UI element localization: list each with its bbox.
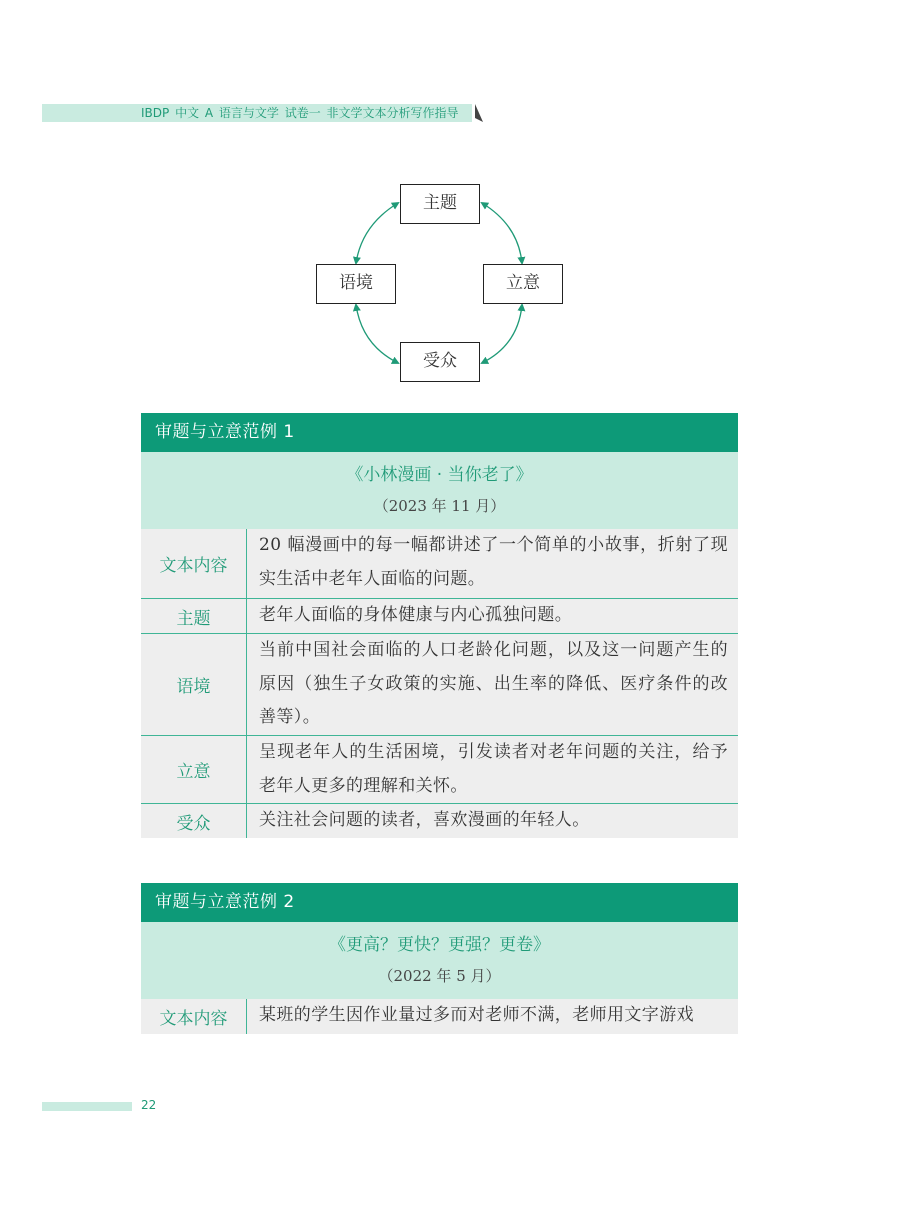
running-header-text: IBDP 中文 A 语言与文学 试卷一 非文学文本分析写作指导 — [141, 106, 459, 120]
example-date: （2023 年 11 月） — [373, 497, 506, 515]
row-content: 20 幅漫画中的每一幅都讲述了一个简单的小故事，折射了现实生活中老年人面临的问题。 — [259, 535, 728, 589]
table-row-context — [141, 633, 738, 735]
page-number: 22 — [141, 1098, 157, 1112]
row-content: 关注社会问题的读者，喜欢漫画的年轻人。 — [259, 810, 590, 830]
node-purpose: 立意 — [483, 264, 563, 304]
row-label: 立意 — [141, 736, 247, 803]
example-header: 审题与立意范例 1 — [141, 413, 738, 452]
example-date: （2022 年 5 月） — [378, 967, 501, 985]
row-content: 呈现老年人的生活困境，引发读者对老年问题的关注，给予老年人更多的理解和关怀。 — [259, 742, 728, 796]
row-label: 文本内容 — [141, 999, 247, 1034]
example-title-block — [141, 452, 738, 529]
table-row-text-content — [141, 999, 738, 1034]
header-flag-icon — [473, 104, 483, 124]
example-table-1 — [141, 413, 738, 838]
row-label: 文本内容 — [141, 529, 247, 598]
row-label: 主题 — [141, 599, 247, 633]
table-row-text-content — [141, 529, 738, 598]
example-title: 《小林漫画 · 当你老了》 — [346, 465, 533, 485]
node-theme: 主题 — [400, 184, 480, 224]
table-row-purpose — [141, 735, 738, 803]
example-title-block — [141, 922, 738, 999]
row-label: 受众 — [141, 804, 247, 838]
footer-band — [42, 1102, 132, 1111]
example-table-2 — [141, 883, 738, 1034]
row-label: 语境 — [141, 634, 247, 735]
row-content: 老年人面临的身体健康与内心孤独问题。 — [259, 605, 573, 625]
concept-cycle-diagram — [300, 175, 580, 390]
example-title: 《更高？更快？更强？更卷》 — [329, 935, 550, 955]
table-row-theme — [141, 598, 738, 633]
row-content: 当前中国社会面临的人口老龄化问题，以及这一问题产生的原因（独生子女政策的实施、出生率的降低、医疗条件的改善等）。 — [259, 640, 728, 727]
node-audience: 受众 — [400, 342, 480, 382]
example-header: 审题与立意范例 2 — [141, 883, 738, 922]
node-context: 语境 — [316, 264, 396, 304]
table-row-audience — [141, 803, 738, 838]
row-content: 某班的学生因作业量过多而对老师不满，老师用文字游戏 — [259, 1005, 694, 1025]
